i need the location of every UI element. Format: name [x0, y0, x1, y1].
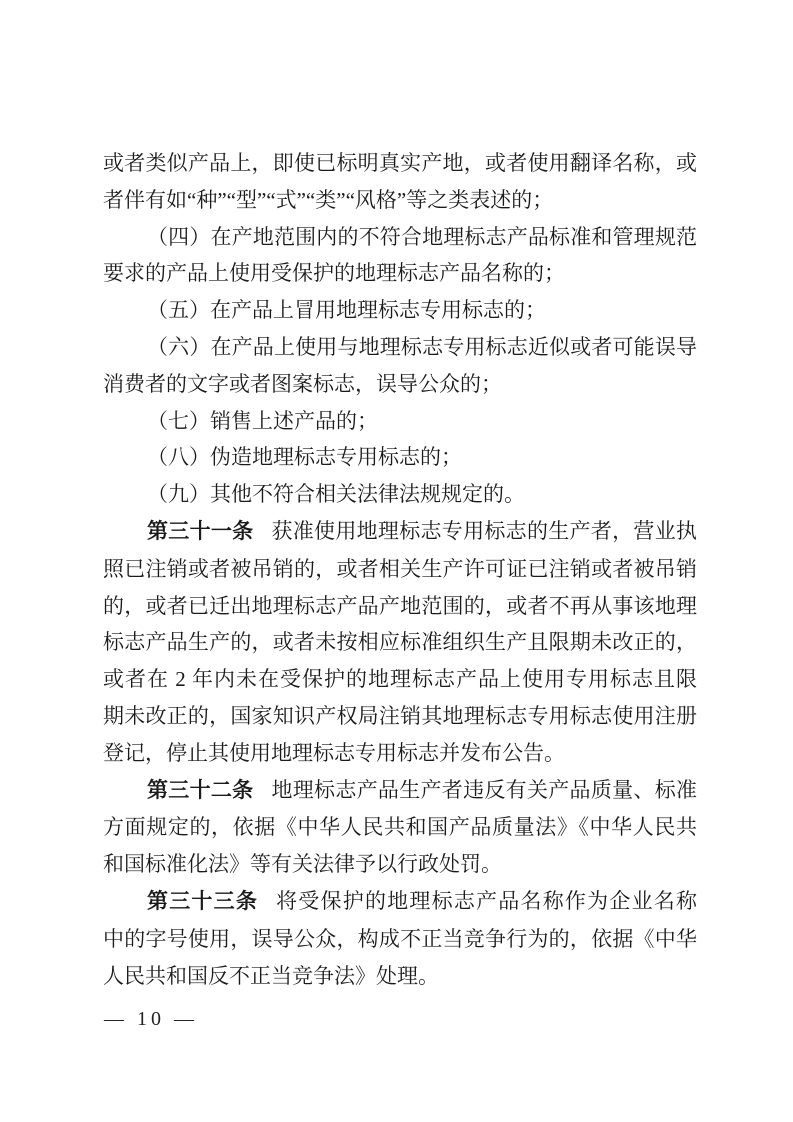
- paragraph-item-7: [103, 403, 697, 440]
- article-text: 将受保护的地理标志产品名称作为企业名称: [276, 888, 698, 913]
- text-line: 或者类似产品上，即使已标明真实产地，或者使用翻译名称，或: [103, 151, 697, 175]
- article-text: 获准使用地理标志专用标志的生产者，营业执: [271, 518, 698, 543]
- text-line: （九）其他不符合相关法律法规规定的。: [147, 482, 525, 507]
- paragraph-item-6: [103, 329, 697, 403]
- text-line: [103, 513, 697, 551]
- text-line: （五）在产品上冒用地理标志专用标志的；: [147, 298, 546, 323]
- text-line: 人民共和国反不正当竞争法》处理。: [103, 963, 439, 988]
- document-body: [103, 145, 697, 994]
- paragraph: [103, 145, 697, 219]
- text-line: 登记，停止其使用地理标志专用标志并发布公告。: [103, 740, 565, 765]
- text-line: 者伴有如“种”“型”“式”“类”“风格”等之类表述的；: [103, 187, 554, 212]
- text-line: 消费者的文字或者图案标志，误导公众的；: [103, 371, 502, 396]
- text-line: 的，或者已迁出地理标志产品产地范围的，或者不再从事该地理: [103, 593, 697, 618]
- article-text: 地理标志产品生产者违反有关产品质量、标准: [271, 777, 698, 802]
- text-line: 方面规定的，依据《中华人民共和国产品质量法》《中华人民共: [103, 815, 697, 840]
- paragraph-item-4: [103, 219, 697, 293]
- article-number: 第三十一条: [147, 519, 254, 543]
- paragraph-item-8: [103, 439, 697, 476]
- text-line: 和国标准化法》等有关法律予以行政处罚。: [103, 852, 502, 877]
- paragraph-article-33: [103, 883, 697, 994]
- text-line: （六）在产品上使用与地理标志专用标志近似或者可能误导: [147, 334, 697, 359]
- page-number: — 10 —: [104, 1008, 198, 1030]
- paragraph-article-32: [103, 772, 697, 883]
- text-line: 或者在 2 年内未在受保护的地理标志产品上使用专用标志且限: [103, 667, 697, 692]
- article-number: 第三十三条: [147, 889, 259, 913]
- text-line: 照已注销或者被吊销的，或者相关生产许可证已注销或者被吊销: [103, 556, 697, 581]
- text-line: 要求的产品上使用受保护的地理标志产品名称的；: [103, 261, 565, 286]
- paragraph-article-31: [103, 513, 697, 772]
- text-line: 中的字号使用，误导公众，构成不正当竞争行为的，依据《中华: [103, 926, 697, 951]
- text-line: （八）伪造地理标志专用标志的；: [147, 445, 462, 470]
- text-line: 标志产品生产的，或者未按相应标准组织生产且限期未改正的，: [103, 630, 697, 655]
- text-line: （七）销售上述产品的；: [147, 408, 378, 433]
- text-line: [103, 772, 697, 810]
- text-line: [103, 883, 697, 921]
- text-line: 期未改正的，国家知识产权局注销其地理标志专用标志使用注册: [103, 703, 697, 728]
- paragraph-item-5: [103, 292, 697, 329]
- article-number: 第三十二条: [147, 778, 254, 802]
- text-line: （四）在产地范围内的不符合地理标志产品标准和管理规范: [147, 224, 697, 249]
- paragraph-item-9: [103, 476, 697, 513]
